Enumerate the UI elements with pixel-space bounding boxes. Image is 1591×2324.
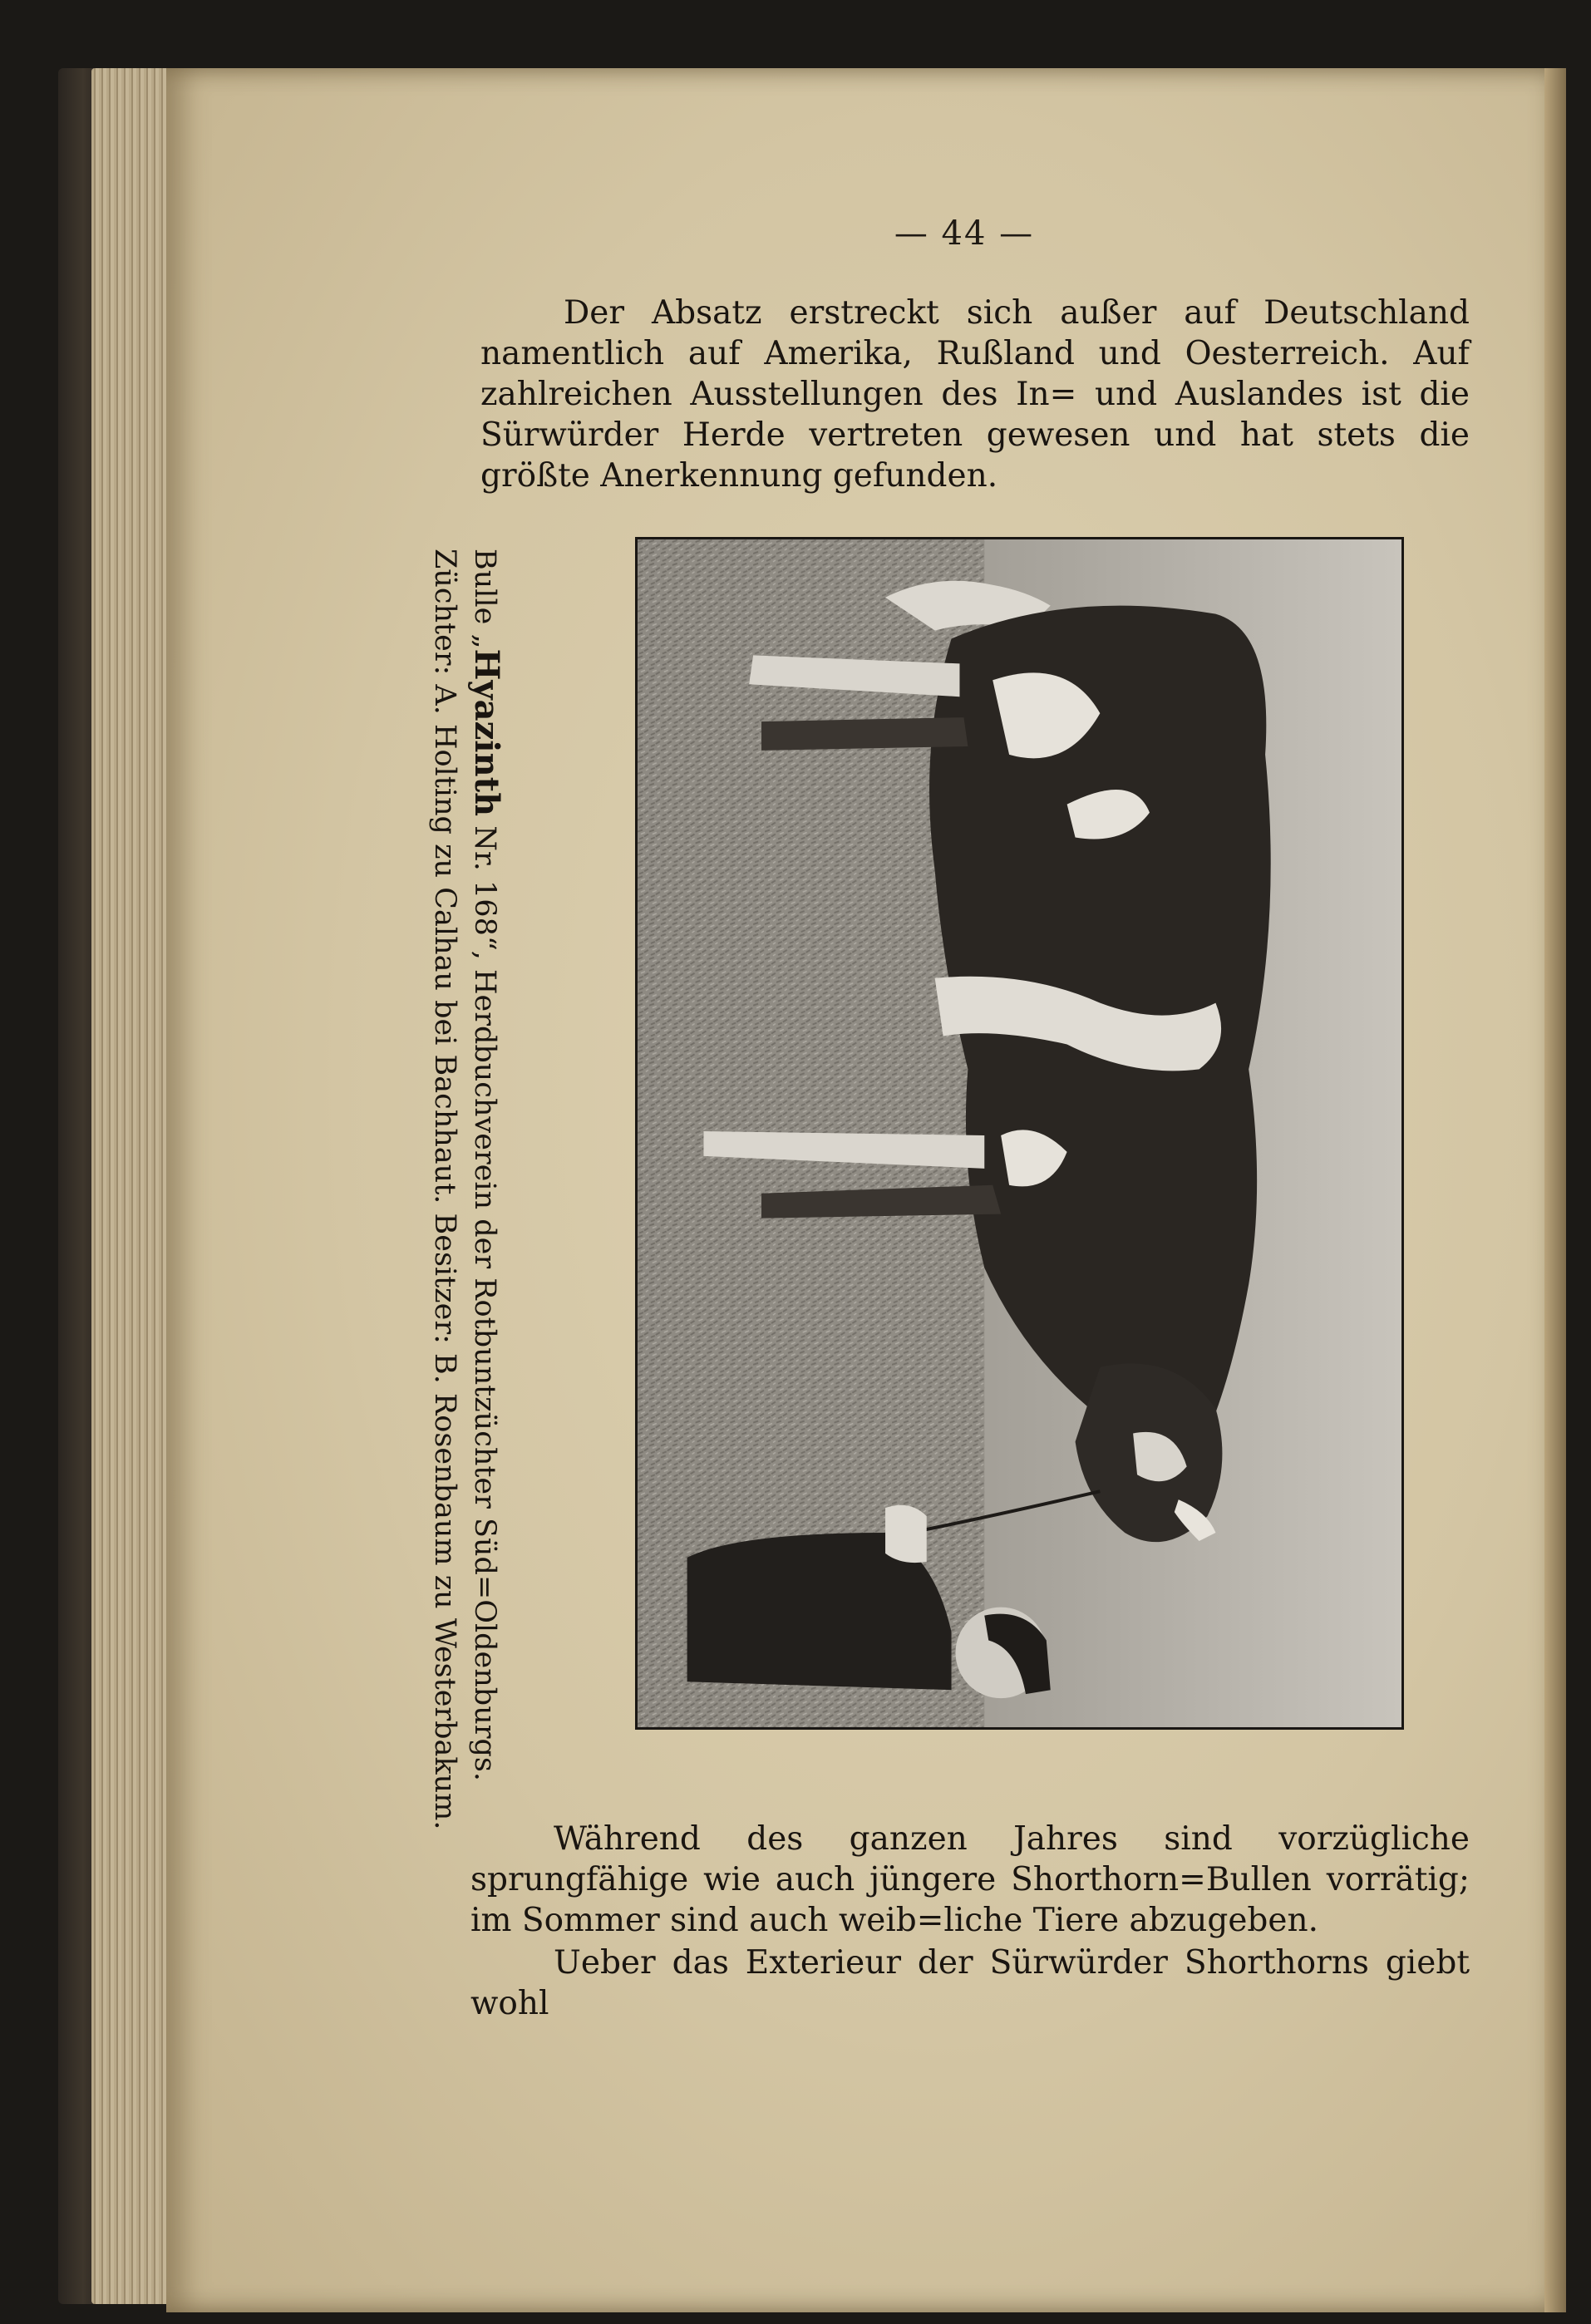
caption-line-2: Züchter: A. Holting zu Calhau bei Bachhaut. Besitzer: B. Rosenbaum zu Westerbakum. [428,549,461,1830]
page-number: — 44 — [894,214,1035,253]
paragraph-sales: Der Absatz erstreckt sich außer auf Deutschland namentlich auf Amerika, Rußland und Oesterreich. Auf zahlreichen Ausstellungen des In= und Auslandes ist die Sürwürder Herde vertreten gewesen und hat stets die größte Anerkennung gefunden. [480,294,1470,495]
figure-caption [425,549,506,1830]
page-gutter [1544,68,1566,2312]
photo-illustration [638,539,1401,1727]
caption-prefix: Bulle „ [468,549,501,649]
caption-suffix: Nr. 168“, Herdbuchverein der Rotbuntzüchter Süd=Oldenburgs. [468,816,501,1781]
bull-photograph [635,537,1404,1730]
paragraph-exterior: Ueber das Exterieur der Sürwürder Shorthorns giebt wohl [470,1944,1470,2022]
caption-bull-name: Hyazinth [467,648,506,817]
caption-line-1 [465,549,506,1781]
paragraph-availability: Während des ganzen Jahres sind vorzügliche sprungfähige wie auch jüngere Shorthorn=Bullen vorrätig; im Sommer sind auch weib=liche Tiere abzugeben. [470,1820,1470,1939]
